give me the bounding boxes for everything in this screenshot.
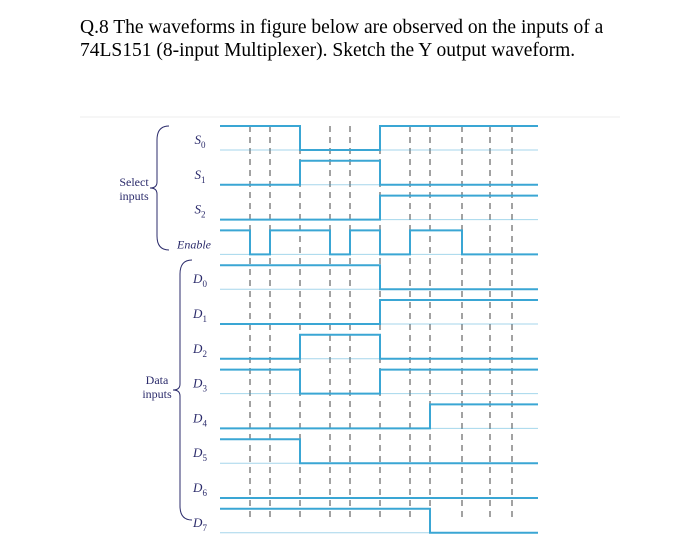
select-group-label-2: inputs xyxy=(119,189,149,203)
signal-label: $D_4$ xyxy=(193,410,207,429)
signal-label: $D_5$ xyxy=(193,445,207,464)
signal-label: $D_7$ xyxy=(193,514,207,533)
data-inputs-brace xyxy=(173,260,192,520)
group-labels xyxy=(119,175,172,401)
group-braces xyxy=(150,126,192,520)
signal-label: $D_1$ xyxy=(193,306,207,324)
signal-label: $D_3$ xyxy=(193,375,207,394)
signal-label: $S_1$ xyxy=(194,166,206,185)
signal-labels xyxy=(176,132,212,533)
signal-label: Enable xyxy=(177,237,211,252)
signal-label: $S_2$ xyxy=(194,201,206,220)
select-inputs-brace xyxy=(150,126,169,250)
signal-label: $S_0$ xyxy=(194,132,206,150)
select-group-label: Select xyxy=(119,175,149,189)
question-text: Q.8 The waveforms in figure below are observed on the inputs of a 74LS151 (8-input Multiplexer). Sketch the Y output waveform. xyxy=(80,17,604,61)
signal-label: $D_0$ xyxy=(193,271,207,290)
data-group-label: Data xyxy=(145,373,169,387)
signal-label: $D_2$ xyxy=(193,340,207,359)
data-group-label-2: inputs xyxy=(142,387,172,401)
signal-label: $D_6$ xyxy=(193,480,207,498)
